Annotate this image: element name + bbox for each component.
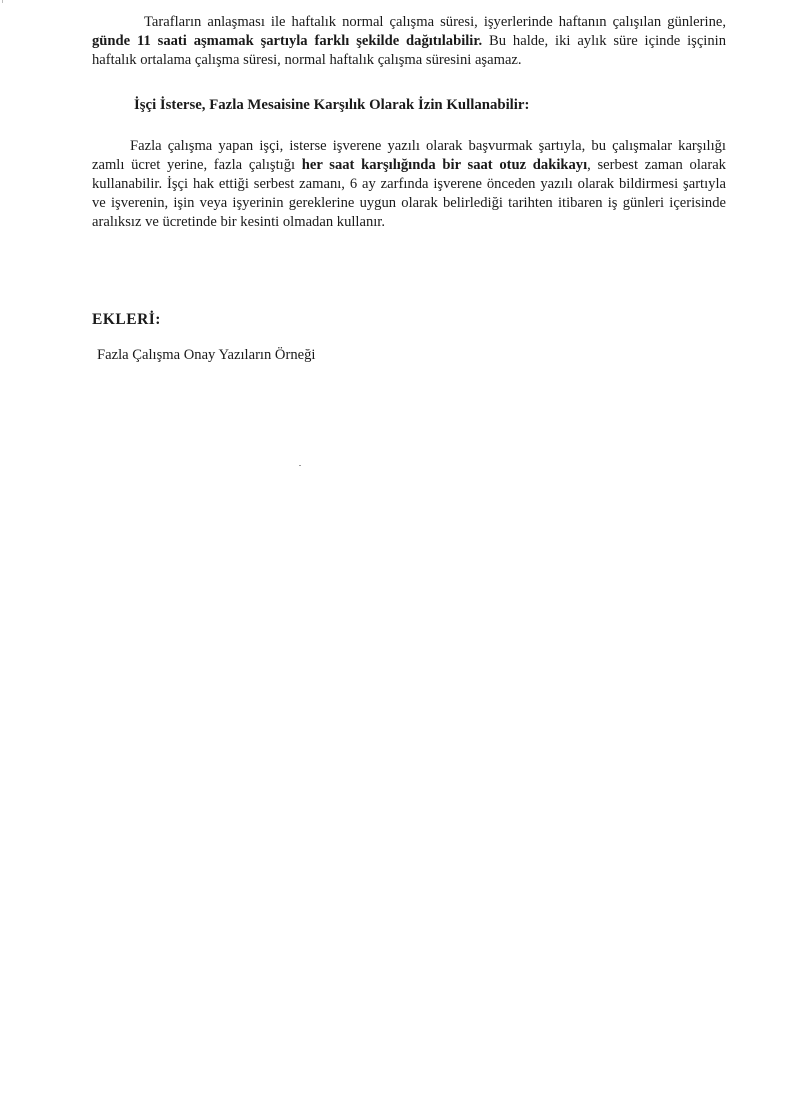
scan-speck <box>299 465 301 466</box>
paragraph-1-bold-text: günde 11 saati aşmamak şartıyla farklı şekilde dağıtılabilir. <box>92 33 483 49</box>
section-heading-overtime-leave: İşçi İsterse, Fazla Mesaisine Karşılık Olarak İzin Kullanabilir: <box>134 97 530 113</box>
scan-corner-mark <box>2 0 3 3</box>
paragraph-1-text-b: Bu halde, iki aylık süre içinde işçinin haftalık ortalama çalışma süresi, normal haftalık çalışma süresini aşamaz. <box>92 33 727 68</box>
paragraph-2-text-a: Fazla çalışma yapan işçi, isterse işverene yazılı olarak başvurmak şartıyla, bu çalışmalar karşılığı zamlı ücret yerine, fazla çalıştığı <box>92 138 726 173</box>
attachment-item: Fazla Çalışma Onay Yazıların Örneği <box>97 347 316 363</box>
paragraph-2-text-b: , serbest zaman olarak kullanabilir. İşçi hak ettiği serbest zamanı, 6 ay zarfında işverene önceden yazılı olarak bildirmesi şartıyla ve işverenin, işin veya işyerinin gereklerine uygun olarak belirlediği tarihten itibaren iş günleri içerisinde aralıksız ve ücretinde bir kesinti olmadan kullanır. <box>92 157 726 230</box>
paragraph-1-text-a: Tarafların anlaşması ile haftalık normal çalışma süresi, işyerlerinde haftanın çalışılan günlerine, <box>144 14 726 30</box>
paragraph-weekly-work-distribution <box>92 13 726 70</box>
paragraph-overtime-leave <box>92 137 726 232</box>
attachments-title: EKLERİ: <box>92 311 161 328</box>
paragraph-2-bold-text: her saat karşılığında bir saat otuz dakikayı <box>301 157 588 173</box>
